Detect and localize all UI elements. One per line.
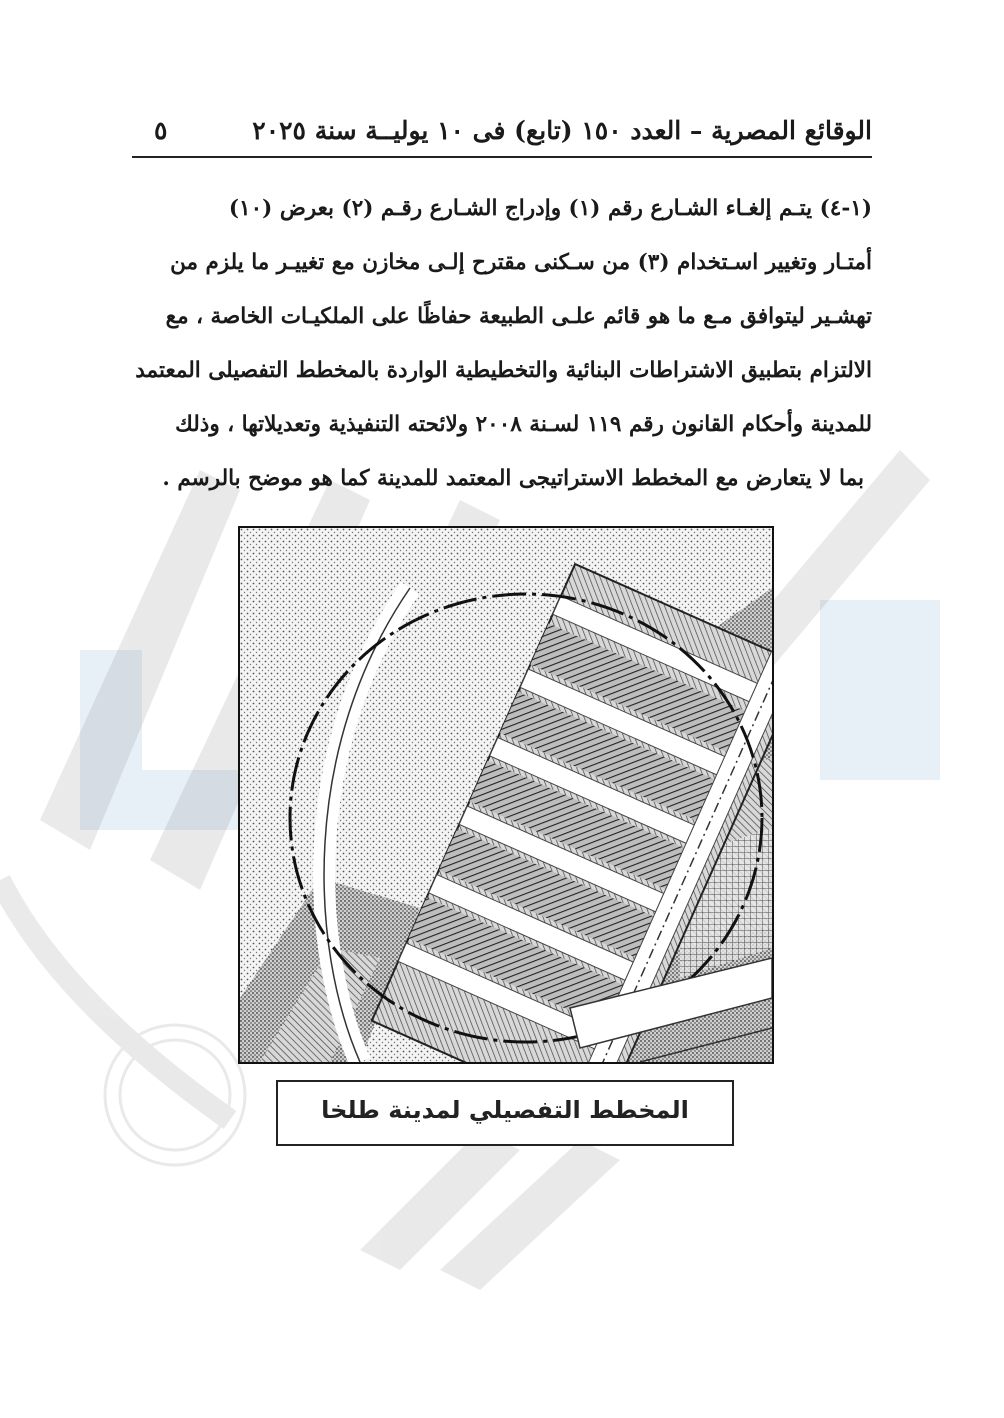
detailed-plan-map — [238, 526, 774, 1064]
paragraph-line: (١-٤) يتـم إلغـاء الشـارع رقم (١) وإدراج الشـارع رقـم (٢) بعرض (١٠) — [228, 196, 872, 221]
map-caption: المخطط التفصيلي لمدينة طلخا — [321, 1096, 689, 1124]
paragraph-line: بما لا يتعارض مع المخطط الاستراتيجى المعتمد للمدينة كما هو موضح بالرسم . — [162, 466, 864, 491]
decision-paragraph — [132, 182, 872, 506]
page-number: ٥ — [154, 116, 168, 145]
map-caption-box — [276, 1080, 734, 1146]
map-drawing — [240, 528, 772, 1062]
paragraph-line: للمدينة وأحكام القانون رقم ١١٩ لسـنة ٢٠٠٨ ولائحته التنفيذية وتعديلاتها ، وذلك — [175, 412, 872, 437]
paragraph-line: تهشـير ليتوافق مـع ما هو قائم علـى الطبيعة حفاظًا على الملكيـات الخاصة ، مع — [165, 304, 872, 329]
page-header — [132, 112, 872, 158]
paragraph-line: أمتـار وتغيير اسـتخدام (٣) من سـكنى مقترح إلـى مخازن مع تغييـر ما يلزم من — [170, 250, 872, 275]
gazette-title: الوقائع المصرية – العدد ١٥٠ (تابع) فى ١٠ يوليــة سنة ٢٠٢٥ — [252, 116, 872, 145]
paragraph-line: الالتزام بتطبيق الاشتراطات البنائية والتخطيطية الواردة بالمخطط التفصيلى المعتمد — [135, 358, 872, 383]
